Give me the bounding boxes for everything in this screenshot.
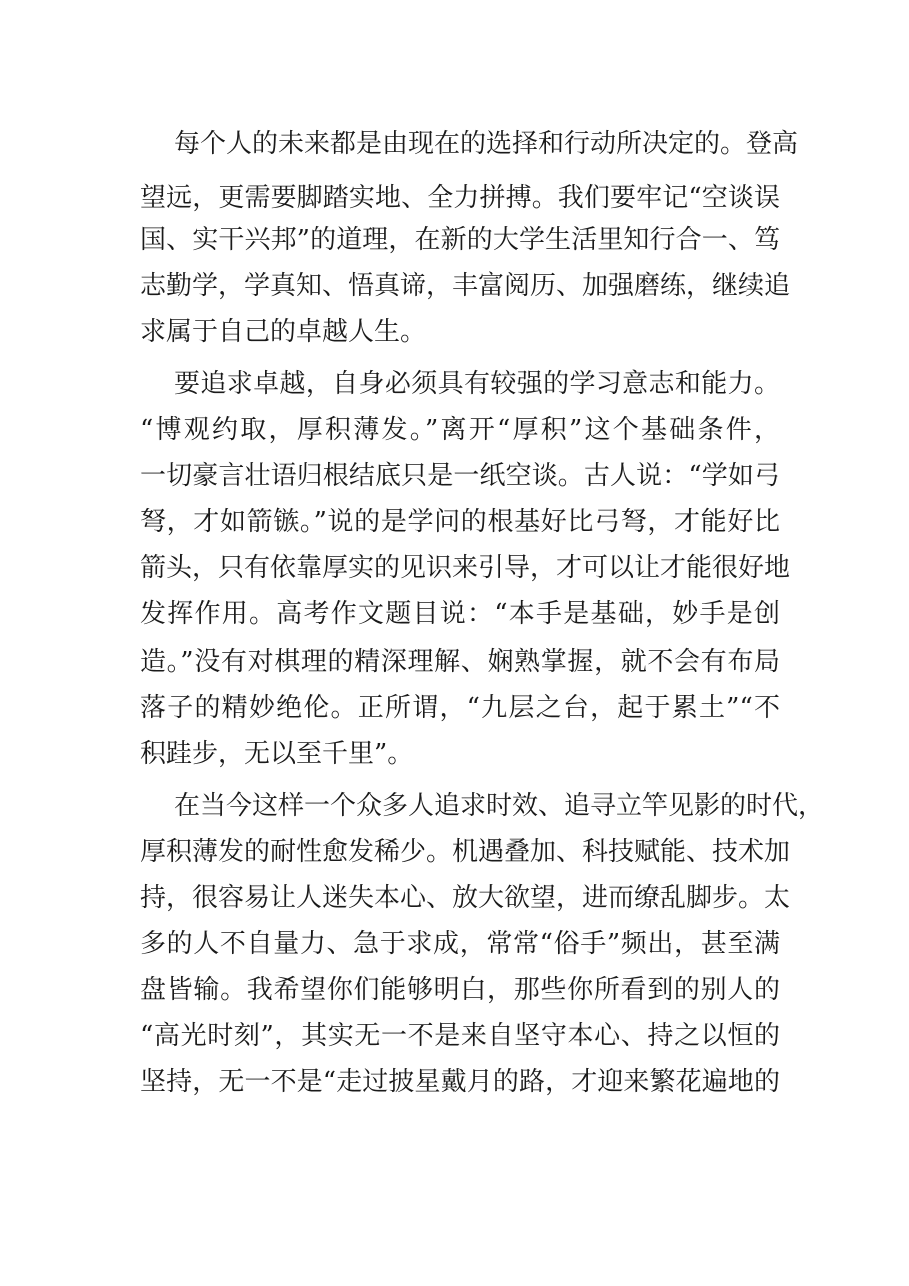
paragraph-3-line-1: 在当今这样一个众多人追求时效、追寻立竿见影的时代， [174,791,825,821]
paragraph-3-line-3: 持，很容易让人迷失本心、放大欲望，进而缭乱脚步。太 [140,883,791,913]
paragraph-3-line-5: 盘皆输。我希望你们能够明白，那些你所看到的别人的 [140,975,780,1005]
paragraph-1-line-4: 志勤学，学真知、悟真谛，丰富阅历、加强磨练，继续追 [140,271,791,301]
paragraph-2-line-3: 一切豪言壮语归根结底只是一纸空谈。古人说：“学如弓 [140,461,780,491]
paragraph-1-line-5: 求属于自己的卓越人生。 [140,317,427,347]
paragraph-3-line-6: “高光时刻”，其实无一不是来自坚守本心、持之以恒的 [140,1021,780,1051]
paragraph-2-line-2: “博观约取，厚积薄发。”离开“厚积”这个基础条件， [140,415,780,445]
paragraph-2-line-5: 箭头，只有依靠厚实的见识来引导，才可以让才能很好地 [140,553,791,583]
paragraph-2-line-4: 弩，才如箭镞。”说的是学问的根基好比弓弩，才能好比 [140,507,780,537]
paragraph-2-line-9: 积跬步，无以至千里”。 [140,739,414,769]
paragraph-3-line-2: 厚积薄发的耐性愈发稀少。机遇叠加、科技赋能、技术加 [140,837,791,867]
paragraph-2-line-1: 要追求卓越，自身必须具有较强的学习意志和能力。 [174,369,780,399]
paragraph-2-line-7: 造。”没有对棋理的精深理解、娴熟掌握，就不会有布局 [140,647,780,677]
paragraph-3-line-7: 坚持，无一不是“走过披星戴月的路，才迎来繁花遍地的 [140,1067,780,1097]
paragraph-1-line-1: 每个人的未来都是由现在的选择和行动所决定的。登高 [174,129,799,159]
paragraph-2-line-8: 落子的精妙绝伦。正所谓，“九层之台，起于累土”“不 [140,693,780,723]
paragraph-2-line-6: 发挥作用。高考作文题目说：“本手是基础，妙手是创 [140,599,780,629]
paragraph-1-line-2: 望远，更需要脚踏实地、全力拼搏。我们要牢记“空谈误 [140,183,780,213]
paragraph-3-line-4: 多的人不自量力、急于求成，常常“俗手”频出，甚至满 [140,929,780,959]
paragraph-1-line-3: 国、实干兴邦”的道理，在新的大学生活里知行合一、笃 [140,225,780,255]
